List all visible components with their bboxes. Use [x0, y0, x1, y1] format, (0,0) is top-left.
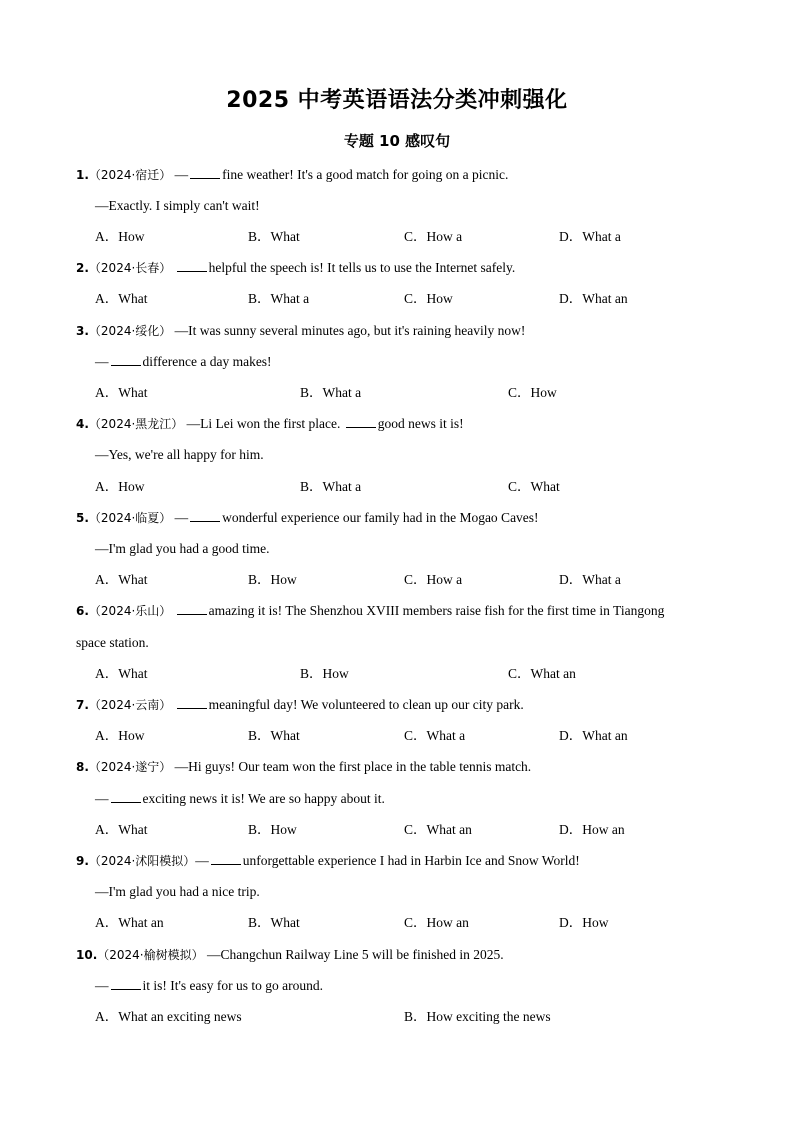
question-source: （2024·乐山）	[88, 604, 172, 618]
question-10	[76, 945, 734, 965]
option-a[interactable]: A．How	[95, 728, 145, 743]
question-7	[76, 695, 734, 715]
option-c[interactable]: C．How	[508, 385, 557, 400]
question-8	[76, 757, 734, 777]
question-3-reply	[95, 352, 734, 372]
question-1-reply: —Exactly. I simply can't wait!	[95, 198, 260, 213]
question-text: —It was sunny several minutes ago, but it's raining heavily now!	[174, 323, 526, 338]
option-c[interactable]: C．What	[508, 479, 560, 494]
question-source: （2024·绥化）	[88, 324, 172, 338]
question-5	[76, 508, 734, 528]
answer-blank[interactable]	[211, 852, 241, 865]
question-text: —	[95, 978, 109, 993]
option-c[interactable]: C．How	[404, 291, 453, 306]
question-4-reply: —Yes, we're all happy for him.	[95, 447, 264, 462]
question-text: —Li Lei won the first place.	[186, 416, 341, 431]
question-text: meaningful day! We volunteered to clean up our city park.	[208, 697, 524, 712]
question-number: 2.	[76, 261, 89, 275]
question-number: 1.	[76, 168, 89, 182]
answer-blank[interactable]	[111, 353, 141, 366]
option-c[interactable]: C．How a	[404, 229, 463, 244]
option-d[interactable]: D．What a	[559, 572, 621, 587]
question-text: —	[95, 354, 109, 369]
answer-blank[interactable]	[190, 166, 220, 179]
option-a[interactable]: A．How	[95, 229, 145, 244]
question-10-reply	[95, 976, 734, 996]
option-b[interactable]: B．How	[248, 822, 297, 837]
option-a[interactable]: A．What	[95, 291, 148, 306]
question-source: （2024·临夏）	[88, 511, 172, 525]
question-source: （2024·长春）	[88, 261, 172, 275]
question-text: unforgettable experience I had in Harbin Ice and Snow World!	[242, 853, 580, 868]
question-source: （2024·云南）	[88, 698, 172, 712]
option-d[interactable]: D．What an	[559, 728, 628, 743]
option-b[interactable]: B．What a	[300, 385, 362, 400]
option-a[interactable]: A．What	[95, 822, 148, 837]
option-b[interactable]: B．What a	[248, 291, 310, 306]
question-number: 8.	[76, 760, 89, 774]
option-c[interactable]: C．What an	[508, 666, 576, 681]
question-text: amazing it is! The Shenzhou XVIII members raise fish for the first time in Tiangong	[208, 603, 665, 618]
question-text: —	[195, 853, 209, 868]
question-source: （2024·遂宁）	[88, 760, 172, 774]
question-6-continuation: space station.	[76, 635, 149, 650]
question-number: 6.	[76, 604, 89, 618]
question-number: 10.	[76, 948, 98, 962]
question-text: difference a day makes!	[142, 354, 272, 369]
question-text: —	[174, 510, 189, 525]
option-d[interactable]: D．What an	[559, 291, 628, 306]
option-d[interactable]: D．How an	[559, 822, 625, 837]
question-number: 4.	[76, 417, 89, 431]
question-text: it is! It's easy for us to go around.	[142, 978, 324, 993]
question-text: helpful the speech is! It tells us to use the Internet safely.	[208, 260, 516, 275]
option-b[interactable]: B．How	[248, 572, 297, 587]
question-2	[76, 258, 734, 278]
question-number: 3.	[76, 324, 89, 338]
question-3	[76, 321, 734, 341]
option-b[interactable]: B．How exciting the news	[404, 1009, 551, 1024]
question-4	[76, 414, 734, 434]
option-c[interactable]: C．How an	[404, 915, 469, 930]
question-6	[76, 601, 734, 621]
question-8-reply	[95, 789, 734, 809]
answer-blank[interactable]	[111, 790, 141, 803]
question-number: 9.	[76, 854, 89, 868]
question-text: good news it is!	[377, 416, 464, 431]
option-c[interactable]: C．What an	[404, 822, 472, 837]
answer-blank[interactable]	[177, 259, 207, 272]
option-d[interactable]: D．What a	[559, 229, 621, 244]
question-source: （2024·黑龙江）	[88, 417, 184, 431]
question-source: （2024·宿迁）	[88, 168, 172, 182]
question-text: —	[174, 167, 189, 182]
option-b[interactable]: B．What	[248, 229, 300, 244]
answer-blank[interactable]	[190, 509, 220, 522]
option-d[interactable]: D．How	[559, 915, 609, 930]
question-text: fine weather! It's a good match for going on a picnic.	[222, 167, 509, 182]
question-text: —Hi guys! Our team won the first place in the table tennis match.	[174, 759, 532, 774]
question-number: 7.	[76, 698, 89, 712]
section-subtitle: 专题 10 感叹句	[343, 132, 451, 150]
question-source: （2024·榆树模拟）	[97, 948, 204, 962]
question-text: —	[95, 791, 109, 806]
option-b[interactable]: B．What	[248, 728, 300, 743]
question-text: wonderful experience our family had in the Mogao Caves!	[222, 510, 539, 525]
option-a[interactable]: A．What	[95, 572, 148, 587]
option-b[interactable]: B．How	[300, 666, 349, 681]
question-source: （2024·沭阳模拟）	[88, 854, 196, 868]
answer-blank[interactable]	[177, 696, 207, 709]
option-c[interactable]: C．What a	[404, 728, 466, 743]
option-a[interactable]: A．What an exciting news	[95, 1009, 242, 1024]
question-9-reply: —I'm glad you had a nice trip.	[95, 884, 260, 899]
option-b[interactable]: B．What a	[300, 479, 362, 494]
question-1	[76, 165, 734, 185]
option-b[interactable]: B．What	[248, 915, 300, 930]
page-title: 2025 中考英语语法分类冲刺强化	[226, 88, 568, 113]
answer-blank[interactable]	[346, 415, 376, 428]
option-a[interactable]: A．What	[95, 666, 148, 681]
option-c[interactable]: C．How a	[404, 572, 463, 587]
option-a[interactable]: A．What an	[95, 915, 164, 930]
answer-blank[interactable]	[177, 602, 207, 615]
answer-blank[interactable]	[111, 977, 141, 990]
question-5-reply: —I'm glad you had a good time.	[95, 541, 270, 556]
option-a[interactable]: A．What	[95, 385, 148, 400]
option-a[interactable]: A．How	[95, 479, 145, 494]
question-text: exciting news it is! We are so happy about it.	[142, 791, 385, 806]
question-number: 5.	[76, 511, 89, 525]
question-text: —Changchun Railway Line 5 will be finished in 2025.	[207, 947, 504, 962]
question-9	[76, 851, 734, 871]
